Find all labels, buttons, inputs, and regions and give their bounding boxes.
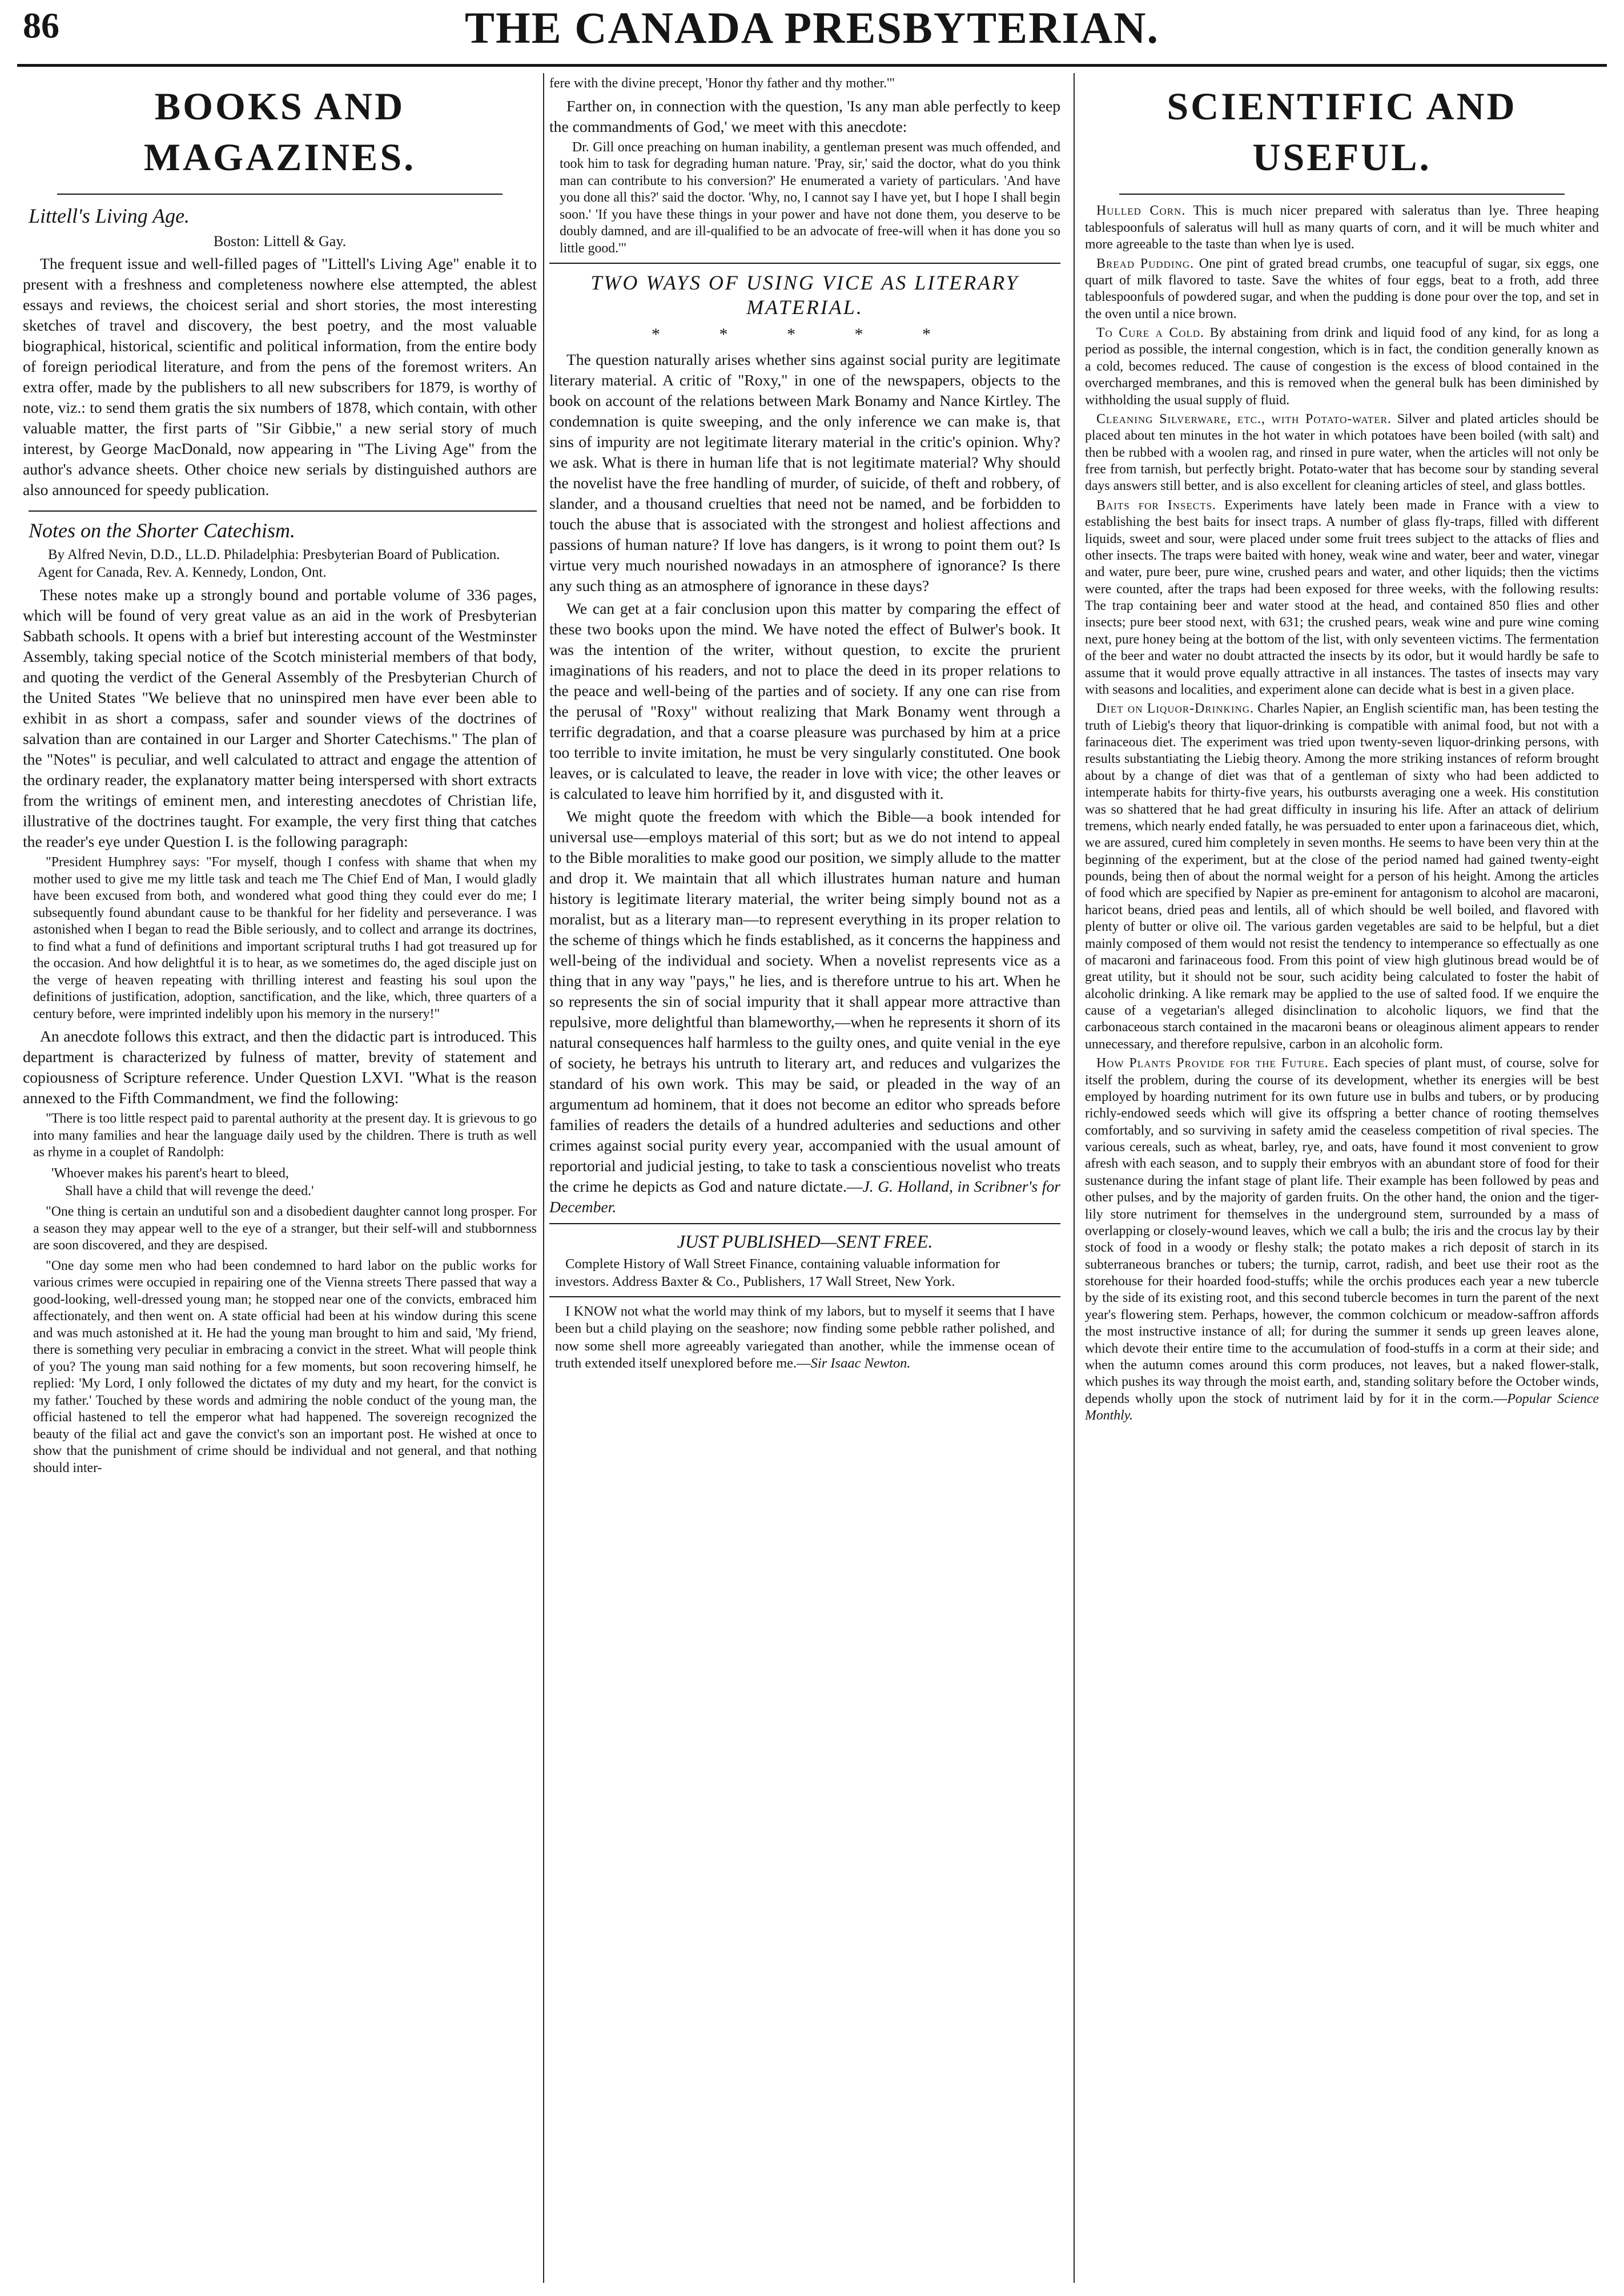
review-paragraph: Farther on, in connection with the question, 'Is any man able perfectly to keep the commandments of God,' we meet with this anecdote:	[549, 96, 1060, 135]
section-divider	[549, 263, 1060, 264]
verse-couplet	[51, 1165, 537, 1201]
useful-item	[1085, 497, 1599, 699]
closing-quotation	[555, 1303, 1055, 1373]
useful-item	[1085, 411, 1599, 495]
block-quote: "One thing is certain an undutiful son and a disobedient daughter cannot long prosper. For a season they may appear well to the eye of a stranger, but their self-will and stubbornness are soon discovered, and they are despised.	[33, 1204, 537, 1253]
item-runin-heading: Baits for Insects.	[1096, 497, 1216, 513]
verse-line: Shall have a child that will revenge the deed.'	[65, 1184, 314, 1199]
article-attribution: J. G. Holland, in Scribner's for December.	[549, 1177, 1060, 1216]
running-head: THE CANADA PRESBYTERIAN.	[464, 3, 1160, 53]
column-scientific-and-useful	[1085, 73, 1599, 2283]
item-text: Experiments have lately been made in France with a view to establishing the best baits for insect traps. A number of glass fly-traps, filled with different liquids, sweet and sour, were placed under some fruit trees subject to the attacks of flies and other insects. The traps were baited with honey, weak wine and water, beer and water, vinegar and water, pure beer, pure wine, crushed pears and water, and other liquids; then the victims were counted, after the traps had been exposed for three weeks, with the following results: The trap containing beer and water stood at the head, and contained 850 flies and other insects; pure beer stood next, with 631; the crushed pears, weak wine and pure wine coming next, pure honey being at the bottom of the list, with only seventeen victims. The fermentation of the beer and water no doubt attracted the insects by its odor, but it would hardly be safe to assume that it would prove equally attractive in all instances. The tastes of insects may vary with seasons and localities, and experiment alone can decide what is best in a given place.	[1085, 497, 1599, 697]
item-runin-heading: Hulled Corn.	[1096, 203, 1186, 219]
column-rule-left	[543, 73, 544, 2283]
column-books-and-magazines	[23, 73, 537, 2283]
review-title-shorter-catechism: Notes on the Shorter Catechism.	[29, 510, 537, 544]
section-heading-books: BOOKS AND MAGAZINES.	[143, 85, 416, 179]
quotation-attribution: Sir Isaac Newton.	[810, 1356, 911, 1372]
block-quote: "One day some men who had been condemned to hard labor on the public works for various crimes were occupied in repairing one of the Vienna streets There passed that way a good-looking, well-dressed young man; he stopped near one of the convicts, embraced him affectionately, and then went on. A state official had been at his window during this scene and was much astonished at it. He had the young man brought to him and said, 'My friend, there is something very peculiar in embracing a convict in the street. What will people think of you? The young man said nothing for a few moments, but soon recovering himself, he replied: 'My Lord, I only followed the dictates of my duty and my heart, for the convict is my father.' Touched by these words and admiring the noble conduct of the young man, the official hastened to tell the emperor what had happened. The sovereign recognized the beauty of the filial act and gave the convict's son an important post. He wished at once to show that the punishment of crime should be individual and not general, and that nothing should inter-	[33, 1258, 537, 1475]
column-middle	[549, 73, 1060, 2283]
review-bibliographic-note: By Alfred Nevin, D.D., LL.D. Philadelphia: Presbyterian Board of Publication. Agent for Canada, Rev. A. Kennedy, London, Ont.	[38, 547, 500, 580]
section-heading-rule	[57, 194, 503, 195]
ornament-stars: * * * * *	[652, 325, 958, 344]
notice-body: Complete History of Wall Street Finance, containing valuable information for investors. Address Baxter & Co., Publishers, 17 Wall Street, New York.	[555, 1256, 1000, 1289]
review-paragraph: An anecdote follows this extract, and then the didactic part is introduced. This department is characterized by fulness of matter, brevity of statement and copiousness of Scripture reference. Under Question LXVI. "What is the reason annexed to the Fifth Commandment, we find the following:	[23, 1027, 537, 1107]
section-heading-scientific: SCIENTIFIC AND USEFUL.	[1167, 85, 1517, 179]
page-number: 86	[23, 5, 59, 46]
item-runin-heading: Bread Pudding.	[1096, 256, 1195, 271]
article-paragraph-text: We might quote the freedom with which the Bible—a book intended for universal use—employs material of this sort; but as we do not intend to appeal to the Bible moralities to make good our position, we simply allude to the matter and drop it. We maintain that all which illustrates human nature and human history is legitimate literary material, the writer being simply bound not as a moralist, but as a literary man—to represent everything in its proper relation to the scheme of things which he finds established, as it concerns the happiness and well-being of the individual and society. When a novelist represents vice as a thing that in any way "pays," he lies, and is therefore untrue to his art. When he so represents the sin of social impurity that it shall appear more attractive than repulsive, more delightful than blameworthy,—when he represents it shorn of its natural consequences half harmless to the guilty ones, and quite venial in the eye of society, he betrays his untruth to literary art, and reduces and vulgarizes the standard of his own work. This may be said, or pleaded in the way of an argumentum ad hominem, that it does not become an editor who spreads before families of readers the details of a hundred adulteries and seductions and other crimes against social purity every year, accompanied with the usual amount of reportorial and judicial jesting, to take to task a conscientious novelist who treats the crime he depicts as God and nature dictate.—	[549, 807, 1060, 1195]
item-text: Each species of plant must, of course, solve for itself the problem, during the course of its development, whether its energies will be best employed by hoarding nutriment for its own future use in bulbs and tubers, or by producing richly-endowed seeds which will give its offspring a better chance of rooting themselves comfortably, and so surviving in safety amid the ceaseless competition of rival species. The various cereals, such as wheat, barley, rye, and oats, have found it most convenient to grow afresh with each season, and to supply their embryos with an abundant store of food for their sustenance during the infant stage of plant life. Their example has been followed by peas and other pulses, and by the majority of garden fruits. On the other hand, the onion and the tiger-lily store nutriment for themselves in the underground stem, surrounded by a mass of overlapping or closely-wound leaves, which we call a bulb; the iris and the crocus lay by their stock of food in a woody or fleshy stalk; the potato makes a rich deposit of starch in its subterraneous branches or tubers; the turnip, carrot, radish, and beet use their root as the storehouse for their hoarded food-stuffs; while the orchis produces each year a new tubercle by the side of its existing root, and this second tubercle becomes in turn the parent of the next year's flowering stem. Perhaps, however, the common colchicum or meadow-saffron affords the most instructive instance of all; for during the summer it sends up green leaves alone, which devote their entire time to the accumulation of food-stuffs in a corm at their side; and when the autumn comes around this corm produces, not leaves, but a naked flower-stalk, which pushes its way through the moist earth, and, standing solitary before the October winds, depends wholly upon the stock of nutriment laid by for it in the corm.—	[1085, 1056, 1599, 1406]
article-paragraph: We can get at a fair conclusion upon this matter by comparing the effect of these two books upon the mind. We have noted the effect of Bulwer's book. It was the intention of the writer, without question, to excite the prurient imaginations of his readers, and not to place the deed in its proper relations to the peace and well-being of the parties and of society. If any one can rise from the perusal of "Roxy" without realizing that Mark Bonamy went through a terrific degradation, and that a coarse pleasure was purchased by him at a price too terrible to invite imitation, he must be very singularly constituted. One book leaves, or is calculated to leave, the reader in love with vice; the other leaves or is calculated to leave him horrified by it, and disgusted with it.	[549, 599, 1060, 802]
review-paragraph: The frequent issue and well-filled pages of "Littell's Living Age" enable it to present with a freshness and completeness nowhere else attempted, the ablest essays and reviews, the choicest serial and short stories, the most interesting sketches of travel and discovery, the best poetry, and the most valuable biographical, historical, scientific and political information, from the entire body of foreign periodical literature, and from the pens of the foremost writers. An extra offer, made by the publishers to all new subscribers for 1879, is worthy of note, viz.: to send them gratis the six numbers of 1878, which contain, with other valuable matter, the first parts of "Sir Gibbie," a new serial story of much interest, by George MacDonald, now appearing in "The Living Age" from the author's advance sheets. Other choice new serials by distinguished authors are also announced for speedy publication.	[23, 255, 537, 499]
section-divider	[549, 1223, 1060, 1224]
item-source: Popular Science Monthly.	[1085, 1391, 1599, 1424]
article-title: TWO WAYS OF USING VICE AS LITERARY MATERIAL.	[590, 271, 1019, 319]
notice-heading: JUST PUBLISHED—SENT FREE.	[677, 1231, 933, 1252]
useful-item	[1085, 701, 1599, 1053]
item-list	[1085, 203, 1599, 1424]
item-text: Charles Napier, an English scientific man, has been testing the truth of Liebig's theory that liquor-drinking is compatible with animal food, but not with a farinaceous diet. The experiment was tried upon twenty-seven liquor-drinking persons, with results substantiating the Liebig theory. Among the more striking instances of reform brought about by a change of diet was that of a gentleman of sixty who had been addicted to intemperate habits for thirty-five years, his outbursts averaging one a week. His constitution was so shattered that he had great difficulty in insuring his life. After an attack of delirium tremens, which nearly ended fatally, he was persuaded to enter upon a farinaceous diet, which, we are assured, cured him completely in seven months. He seems to have been very thin at the beginning of the experiment, but at the close of the period named had gained twenty-eight pounds, being then of about the normal weight for a person of his height. Among the articles of food which are specified by Napier as pre-eminent for antagonism to alcohol are macaroni, haricot beans, dried peas and lentils, all of which should be well boiled, and flavored with plenty of butter or olive oil. The various garden vegetables are said to be helpful, but a diet mainly composed of them would not resist the tendency to intemperance so effectually as one of macaroni and farinaceous food. From this point of view high glutinous bread would be of great utility, but it should not be sour, such acidity being calculated to foster the habit of alcoholic drinking. A like remark may be applied to the use of salted food. If we enquire the cause of a vegetarian's alleged disinclination to alcoholic liquors, we find that the carbonaceous starch contained in the macaroni beans or oleaginous aliment appears to render unnecessary, and therefore repulsive, carbon in an alcoholic form.	[1085, 701, 1599, 1052]
useful-item	[1085, 1055, 1599, 1424]
useful-item	[1085, 325, 1599, 409]
item-text: Silver and plated articles should be placed about ten minutes in the hot water in which potatoes have been boiled (with salt) and then be rubbed with a woolen rag, and rinsed in pure water, when the articles will not only be free from tarnish, but perfectly bright. Potato-water that has become sour by standing several days answers still better, and is also excellent for cleaning articles of steel, and glass bottles.	[1085, 411, 1599, 494]
item-runin-heading: Cleaning Silverware, etc., with Potato-water.	[1096, 411, 1392, 427]
item-text: One pint of grated bread crumbs, one teacupful of sugar, six eggs, one quart of milk flavored to taste. Save the whites of four eggs, beat to a froth, add three tablespoonfuls of powdered sugar, and when the pudding is done pour over the top, and set in the oven until a nice brown.	[1085, 256, 1599, 321]
useful-item	[1085, 203, 1599, 253]
item-text: This is much nicer prepared with saleratus than lye. Three heaping tablespoonfuls of saleratus will hull as many quarts of corn, and it will be much whiter and more agreeable to the taste than when lye is used.	[1085, 203, 1599, 252]
block-quote: "President Humphrey says: "For myself, though I confess with shame that when my mother used to give me my little task and teach me The Chief End of Man, I would gladly have been excused from both, and wondered what good thing they could ever do me; I subsequently found abundant cause to be thankful for her fidelity and perseverance. I was astonished when I began to read the Bible seriously, and to collect and arrange its doctrines, to find what a fund of definitions and important scriptural truths I had got treasured up for the occasion. And how delightful it is to hear, as we sometimes do, the aged disciple just on the verge of heaven repeating with thrilling interest and feasting his soul upon the definitions of justification, adoption, sanctification, and the like, which, three quarters of a century before, were imprinted indelibly upon his memory in the nursery!"	[33, 855, 537, 1022]
head-rule	[17, 64, 1607, 67]
section-divider	[549, 1296, 1060, 1297]
review-title-living-age: Littell's Living Age.	[29, 204, 190, 228]
section-heading-rule	[1119, 194, 1565, 195]
article-paragraph: The question naturally arises whether sins against social purity are legitimate literary material. A critic of "Roxy," in one of the newspapers, objects to the book on account of the relations between Mark Bonamy and Nance Kirtley. The condemnation is quite sweeping, and the only inference we can make is, that sins of impurity are not legitimate literary material in the critic's opinion. Why? we ask. What is there in human life that is not legitimate material? Why should the novelist have the free handling of murder, of suicide, of theft and robbery, of slander, and a thousand cruelties that need not be named, and be forbidden to touch the abuse that is associated with the strongest and holiest affections and passions of human nature? If love has dangers, is it wrong to point them out? Is virtue very much nourished nowadays in an atmosphere of ignorance? Is there any such thing as an atmosphere of ignorance in these days?	[549, 350, 1060, 594]
useful-item	[1085, 256, 1599, 323]
block-quote-continuation: fere with the divine precept, 'Honor thy father and thy mother.'"	[549, 76, 895, 91]
item-runin-heading: How Plants Provide for the Future.	[1096, 1056, 1329, 1071]
review-publisher-line: Boston: Littell & Gay.	[213, 233, 347, 250]
quotation-text: I KNOW not what the world may think of my labors, but to myself it seems that I have been but a child playing on the seashore; now finding some pebble rather polished, and now some shell more agreeably variegated than another, while the immense ocean of truth extended itself unexplored before me.—	[555, 1304, 1055, 1372]
block-quote: Dr. Gill once preaching on human inability, a gentleman present was much offended, and took him to task for degrading human nature. 'Pray, sir,' said the doctor, what do you think man can contribute to his conversion?' He enumerated a variety of particulars. 'And have you done all this?' said the doctor. 'Why, no, I cannot say I have yet, but I hope I shall begin soon.' 'If you have these things in your power and have not done them, you deserve to be doubly damned, and are ill-qualified to be an advocate of free-will when it has done you so little good.'"	[560, 139, 1060, 256]
review-paragraph: These notes make up a strongly bound and portable volume of 336 pages, which will be found of very great value as an aid in the work of Presbyterian Sabbath schools. It opens with a brief but interesting account of the Westminster Assembly, taking special notice of the Scotch ministerial members of that body, and quoting the verdict of the General Assembly of the Presbyterian Church of the United States "We believe that no uninspired men have ever been able to exhibit in as short a compass, safer and sounder views of the doctrines of salvation than are contained in our Larger and Shorter Catechisms." The plan of the "Notes" is peculiar, and well calculated to attract and engage the attention of the ordinary reader, the explanatory matter being interspersed with short extracts from the writings of eminent men, and interesting anecdotes of Christian life, illustrative of the doctrines taught. For example, the very first thing that catches the reader's eye under Question I. is the following paragraph:	[23, 586, 537, 851]
item-text: By abstaining from drink and liquid food of any kind, for as long a period as possible, the internal congestion, which is in fact, the condition generally known as a cold, becomes reduced. The cause of congestion is the excess of blood contained in the overcharged membranes, and this is removed when the general bulk has been diminished by withholding the usual supply of fluid.	[1085, 325, 1599, 408]
item-runin-heading: Diet on Liquor-Drinking.	[1096, 701, 1254, 717]
article-paragraph	[549, 806, 1060, 1217]
verse-line: 'Whoever makes his parent's heart to bleed,	[51, 1165, 289, 1181]
item-runin-heading: To Cure a Cold.	[1096, 325, 1205, 341]
block-quote: "There is too little respect paid to parental authority at the present day. It is grievous to go into many families and hear the language daily used by the children. There is truth as well as rhyme in a couplet of Randolph:	[33, 1111, 537, 1160]
column-rule-right	[1074, 73, 1075, 2283]
